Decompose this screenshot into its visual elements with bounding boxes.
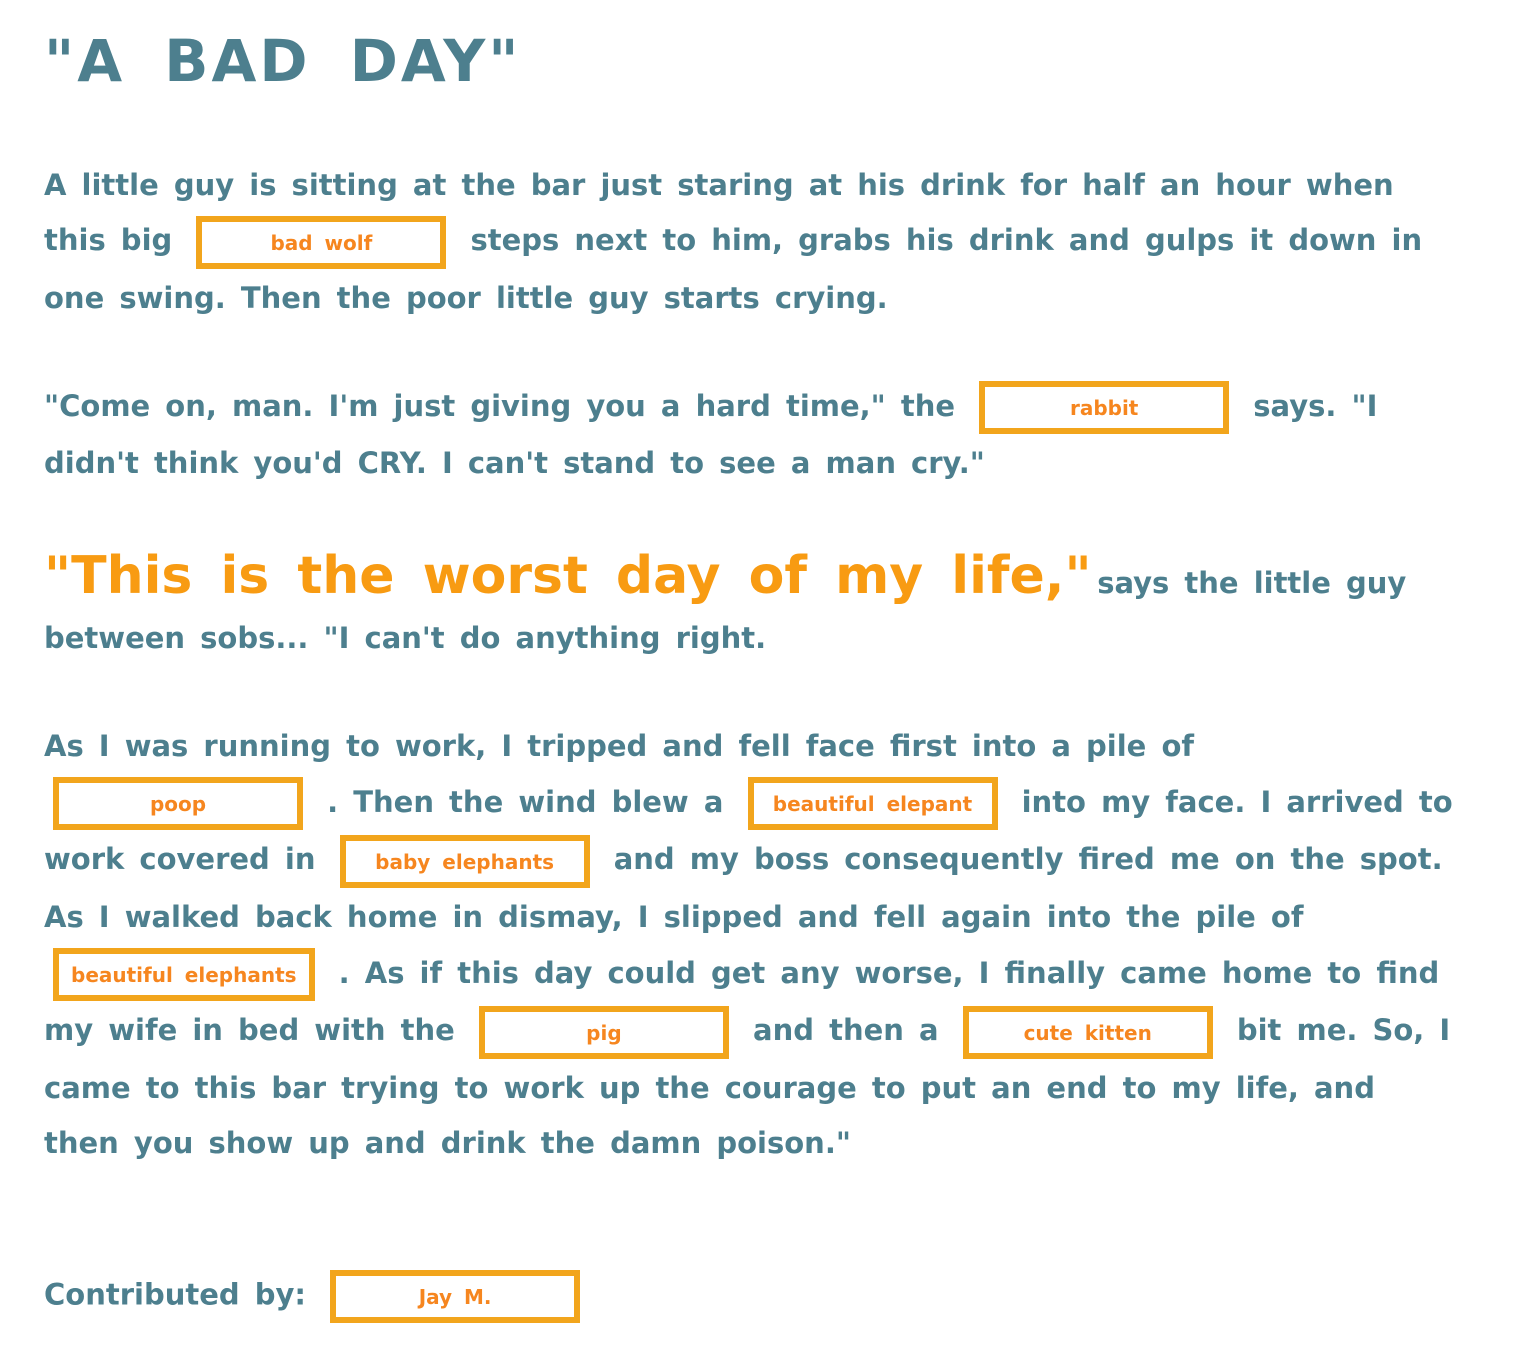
blank-beautiful-elephants[interactable]: beautiful elephants — [53, 948, 315, 1001]
blank-beautiful-elepant[interactable]: beautiful elepant — [748, 777, 998, 830]
blank-contributor-name[interactable]: Jay M. — [330, 1270, 580, 1323]
blank-cute-kitten[interactable]: cute kitten — [963, 1006, 1213, 1059]
story-text: says. "I didn't think you'd CRY. I can't stand to see a man cry." — [44, 388, 1378, 481]
story-text: As I was running to work, I tripped and fell face first into a pile of — [44, 729, 1194, 764]
story-text: A little guy is sitting at the bar just staring at his drink for half an hour when this big — [44, 167, 1394, 258]
story-paragraph-1 — [44, 158, 1454, 327]
story-text: bit me. So, I came to this bar trying to work up the courage to put an end to my life, and then you show up and drink the damn poison." — [44, 1013, 1451, 1161]
blank-poop[interactable]: poop — [53, 777, 303, 830]
story-text: into my face. I arrived to work covered in — [44, 784, 1453, 877]
story-text: steps next to him, grabs his drink and gulps it down in one swing. Then the poor little guy starts crying. — [44, 223, 1423, 315]
page-title: "A BAD DAY" — [44, 27, 522, 95]
story-text: . Then the wind blew a — [327, 784, 724, 819]
blank-rabbit[interactable]: rabbit — [979, 381, 1229, 434]
story-text: and then a — [753, 1013, 939, 1047]
story-text: . As if this day could get any worse, I finally came home to find my wife in bed with the — [44, 955, 1440, 1047]
story-highlight-paragraph — [44, 544, 1454, 667]
story-paragraph-4 — [44, 719, 1454, 1172]
highlight-quote: "This is the worst day of my life," — [44, 545, 1092, 606]
story-text: says the little guy between sobs... "I can't do anything right. — [44, 565, 1407, 656]
contributed-by-label: Contributed by: — [44, 1277, 307, 1312]
blank-bad-wolf[interactable]: bad wolf — [196, 216, 446, 269]
contributed-by-line — [44, 1268, 1488, 1325]
blank-pig[interactable]: pig — [479, 1006, 729, 1059]
blank-baby-elephants[interactable]: baby elephants — [340, 835, 590, 888]
story-paragraph-2 — [44, 379, 1454, 492]
story-text: and my boss consequently fired me on the spot. As I walked back home in dismay, I slipped and fell again into the pile of — [44, 842, 1443, 934]
story-text: "Come on, man. I'm just giving you a hard time," the — [44, 388, 956, 423]
